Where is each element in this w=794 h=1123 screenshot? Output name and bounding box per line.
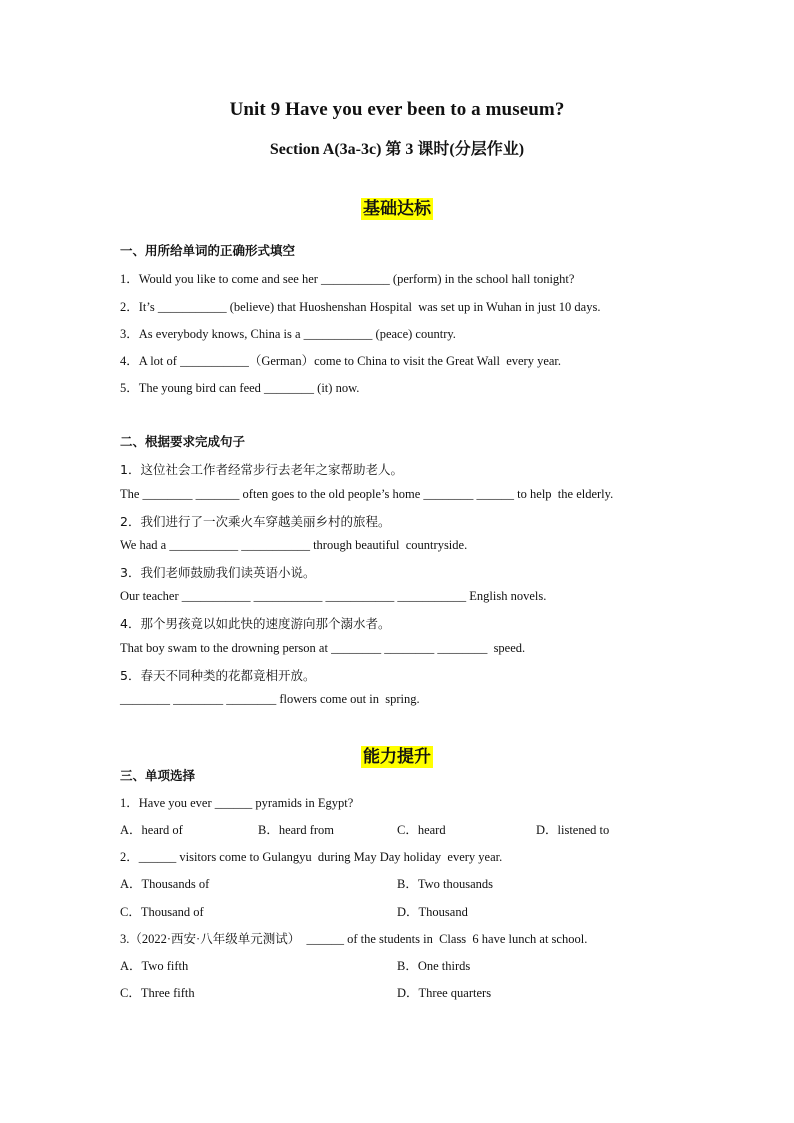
page-title: Unit 9 Have you ever been to a museum?	[229, 99, 565, 120]
q1-option-a: A．heard of	[120, 823, 183, 837]
q2-option-b: B．Two thousands	[397, 877, 494, 891]
section-banner-advanced-label: 能力提升	[363, 747, 431, 767]
part2-item-4-cn: 4．那个男孩竟以如此快的速度游向那个溺水者。	[120, 616, 391, 631]
q2-option-c: C．Thousand of	[120, 905, 204, 919]
part1-heading: 一、用所给单词的正确形式填空	[120, 243, 296, 258]
q3-option-c: C．Three fifth	[120, 986, 195, 1000]
part2-item-3-en: Our teacher ___________ ___________ ___________ ___________ English novels.	[120, 589, 547, 603]
q1-option-c: C．heard	[397, 823, 446, 837]
part2-item-3-cn: 3．我们老师鼓励我们读英语小说。	[120, 565, 316, 580]
q3-option-a: A．Two fifth	[120, 959, 189, 973]
part1-item-5: 5．The young bird can feed ________ (it) now.	[120, 381, 360, 395]
part1-item-1: 1．Would you like to come and see her ___________ (perform) in the school hall tonight?	[120, 272, 575, 286]
part2-heading: 二、根据要求完成句子	[120, 434, 246, 449]
part2-item-4-en: That boy swam to the drowning person at ________ ________ ________ speed.	[120, 641, 526, 655]
part2-item-1-en: The ________ _______ often goes to the old people’s home ________ ______ to help the elderly.	[120, 487, 614, 501]
part2-item-2-cn: 2．我们进行了一次乘火车穿越美丽乡村的旅程。	[120, 514, 391, 529]
part2-item-5-cn: 5．春天不同种类的花都竟相开放。	[120, 668, 316, 683]
part1-item-4: 4．A lot of ___________（German）come to China to visit the Great Wall every year.	[120, 354, 562, 368]
part3-question-3-stem: 3.（2022·西安·八年级单元测试） ______ of the students in Class 6 have lunch at school.	[120, 932, 588, 946]
q2-option-a: A．Thousands of	[120, 877, 210, 891]
part2-item-1-cn: 1．这位社会工作者经常步行去老年之家帮助老人。	[120, 462, 403, 477]
part1-item-2: 2．It’s ___________ (believe) that Huoshenshan Hospital was set up in Wuhan in just 10 days.	[120, 300, 601, 314]
section-banner-basic	[0, 194, 794, 219]
part3-heading: 三、单项选择	[120, 768, 196, 783]
part3-question-2-stem: 2．______ visitors come to Gulangyu during May Day holiday every year.	[120, 850, 503, 864]
part3-question-1-stem: 1．Have you ever ______ pyramids in Egypt?	[120, 796, 354, 810]
section-banner-basic-label: 基础达标	[363, 199, 431, 219]
part1-item-3: 3．As everybody knows, China is a ___________ (peace) country.	[120, 327, 456, 341]
section-banner-advanced	[0, 742, 794, 767]
q2-option-d: D．Thousand	[397, 905, 468, 919]
q1-option-b: B．heard from	[258, 823, 335, 837]
q3-option-d: D．Three quarters	[397, 986, 492, 1000]
part2-item-5-en: ________ ________ ________ flowers come out in spring.	[120, 692, 420, 706]
page-subtitle: Section A(3a-3c) 第 3 课时(分层作业)	[269, 141, 525, 158]
part2-item-2-en: We had a ___________ ___________ through beautiful countryside.	[120, 538, 468, 552]
q3-option-b: B．One thirds	[397, 959, 471, 973]
q1-option-d: D．listened to	[536, 823, 610, 837]
